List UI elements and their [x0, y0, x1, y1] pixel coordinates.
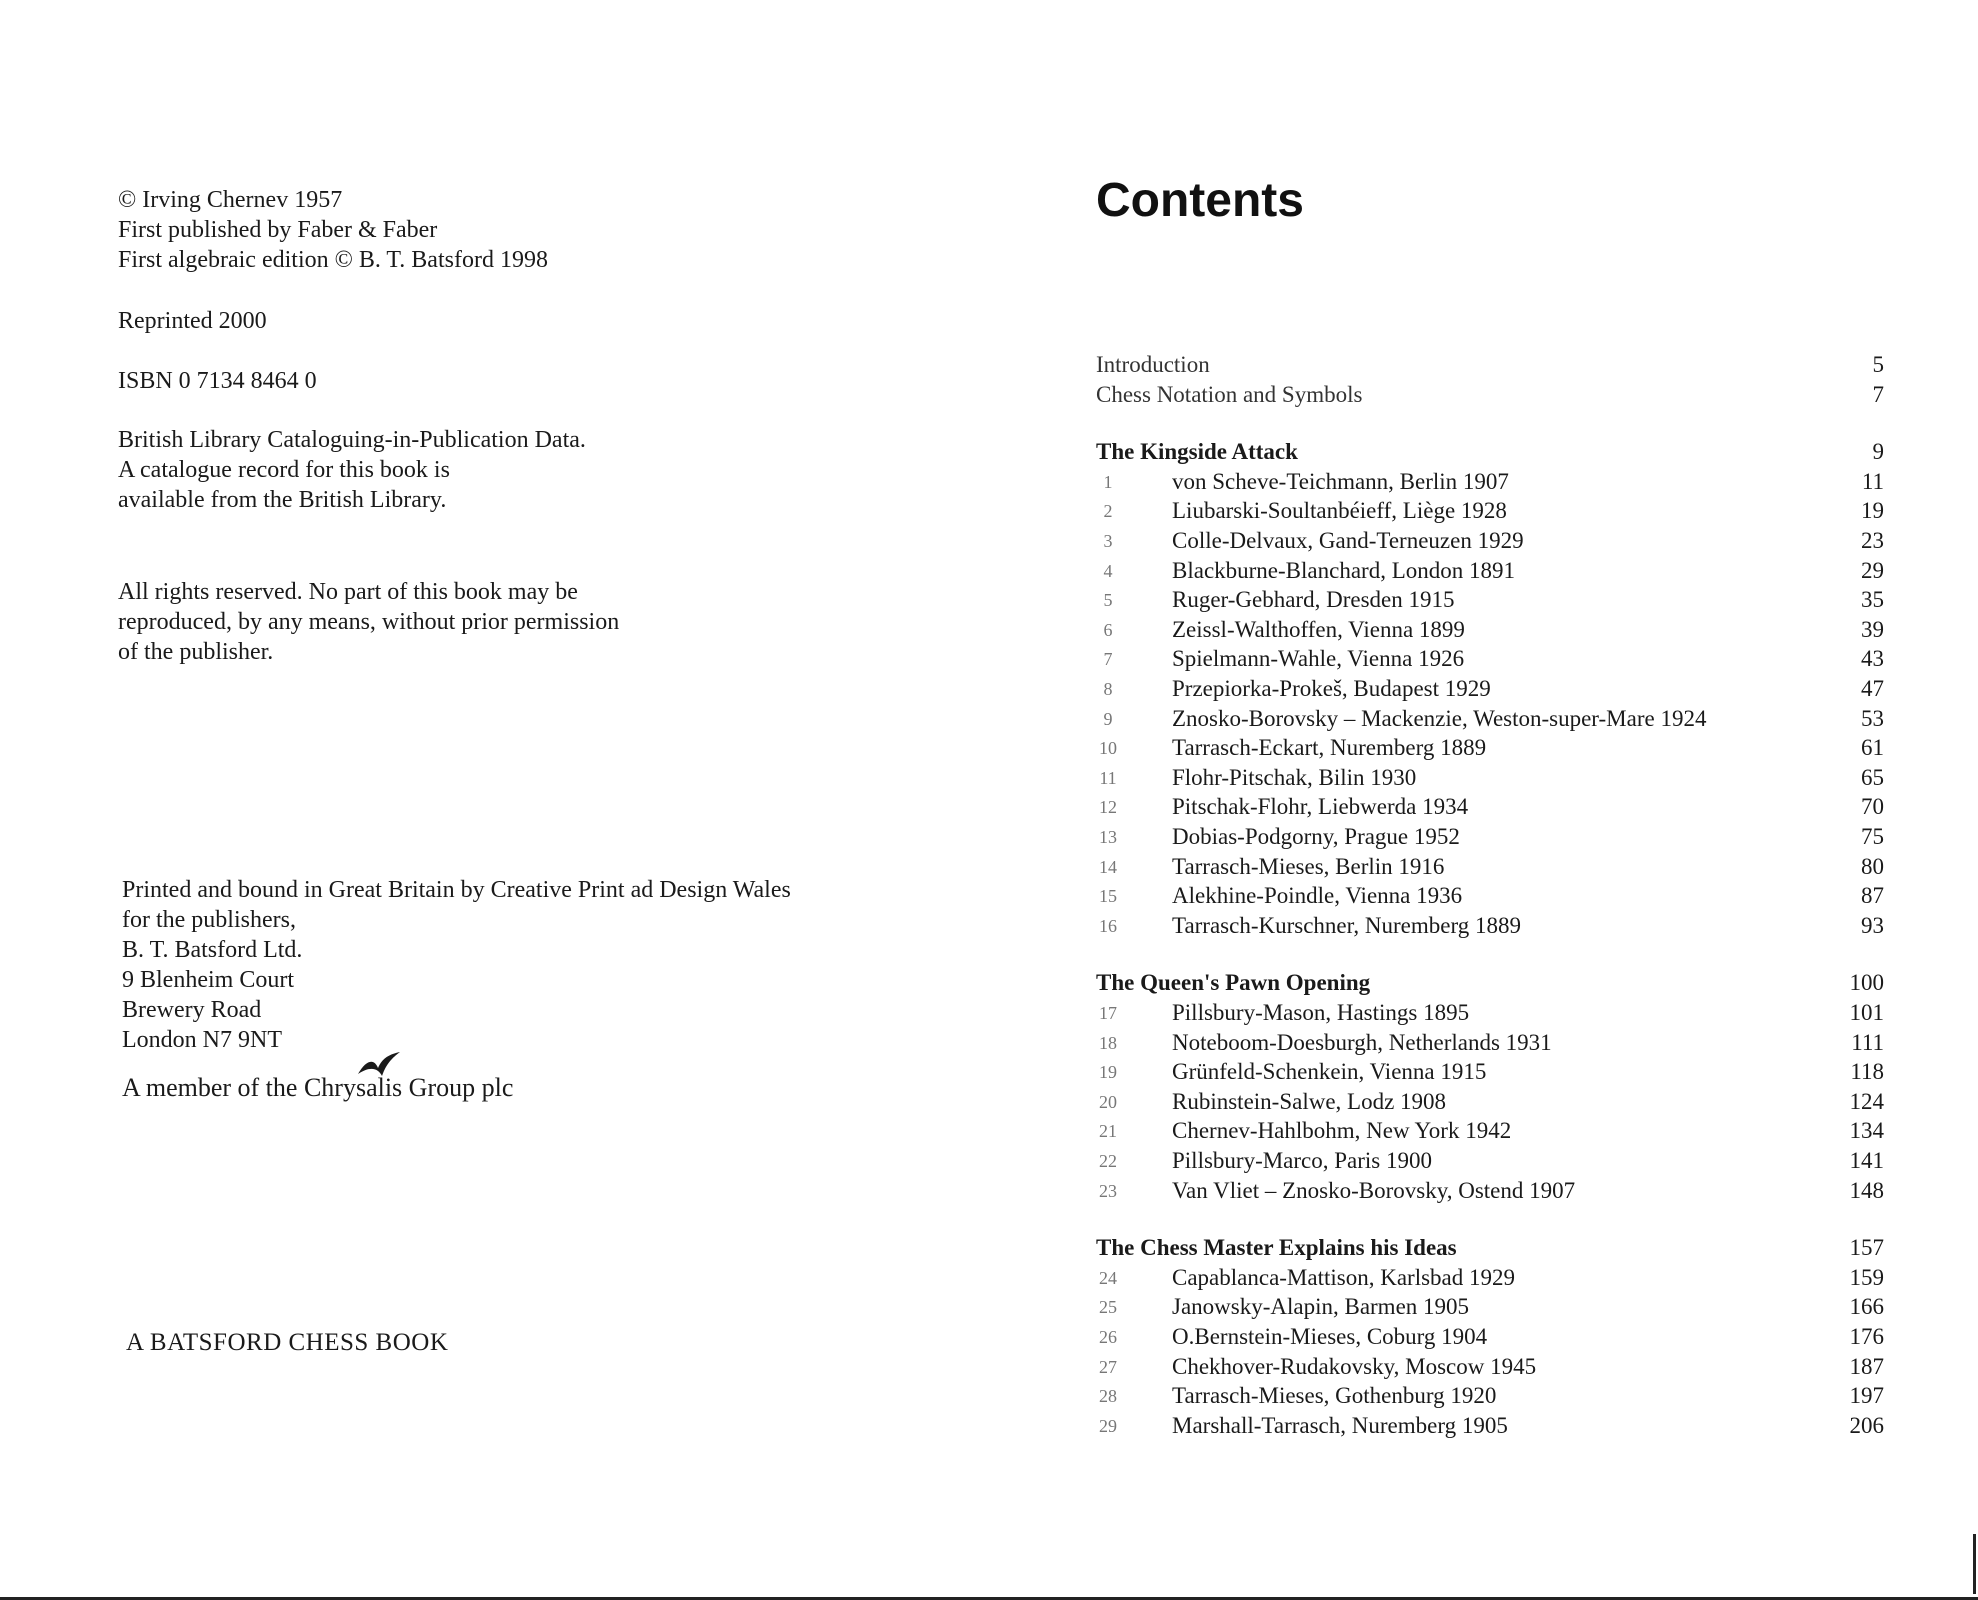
entry-title: Chekhover-Rudakovsky, Moscow 1945 [1172, 1353, 1537, 1379]
game-number: 6 [1103, 619, 1113, 640]
toc-section [1096, 1233, 1884, 1263]
toc-game-entry [1096, 615, 1884, 645]
game-number: 13 [1099, 827, 1117, 847]
toc-game-entry [1096, 1028, 1884, 1058]
toc-game-entry [1096, 526, 1884, 556]
game-number: 10 [1099, 738, 1117, 759]
page-number: 43 [1861, 646, 1884, 672]
page-number: 70 [1861, 794, 1884, 820]
printer-line: London N7 9NT [122, 1027, 282, 1053]
page-number: 7 [1872, 381, 1884, 407]
toc-game-entry [1096, 1381, 1884, 1411]
page-edge-mark [1973, 1534, 1976, 1594]
page-number: 101 [1849, 1000, 1884, 1025]
entry-title: Van Vliet – Znosko-Borovsky, Ostend 1907 [1172, 1177, 1576, 1203]
toc-game-entry [1096, 881, 1884, 911]
rights-notice [118, 577, 619, 667]
page-number: 19 [1861, 498, 1884, 524]
cip-line: A catalogue record for this book is [118, 457, 450, 483]
game-number: 16 [1099, 915, 1117, 936]
game-number: 23 [1099, 1180, 1117, 1201]
page-number: 75 [1861, 824, 1884, 849]
page-number: 23 [1861, 528, 1884, 553]
game-number: 3 [1103, 531, 1113, 551]
entry-title: Tarrasch-Eckart, Nuremberg 1889 [1172, 735, 1487, 761]
game-number: 1 [1103, 471, 1113, 492]
series-line: A BATSFORD CHESS BOOK [126, 1329, 449, 1356]
printer-address [122, 875, 791, 1055]
toc-game-entry [1096, 733, 1884, 763]
entry-title: Tarrasch-Mieses, Gothenburg 1920 [1172, 1383, 1497, 1409]
printer-line: Brewery Road [122, 997, 262, 1023]
toc-game-entry [1096, 674, 1884, 704]
copyright-line: © Irving Chernev 1957 [118, 187, 343, 213]
toc-game-entry [1096, 911, 1884, 941]
page-number: 134 [1849, 1118, 1884, 1144]
game-number: 28 [1099, 1386, 1117, 1407]
game-number: 19 [1099, 1062, 1117, 1083]
page-number: 157 [1849, 1235, 1884, 1261]
game-number: 29 [1099, 1415, 1117, 1436]
entry-title: Rubinstein-Salwe, Lodz 1908 [1172, 1088, 1447, 1114]
entry-title: Spielmann-Wahle, Vienna 1926 [1172, 646, 1465, 672]
entry-title: Przepiorka-Prokeš, Budapest 1929 [1172, 676, 1491, 701]
series-name [126, 1328, 448, 1358]
page-number: 35 [1861, 587, 1884, 613]
member-line: A member of the Chrysalis Group plc [122, 1073, 514, 1102]
entry-title: Janowsky-Alapin, Barmen 1905 [1172, 1294, 1470, 1320]
page-number: 100 [1849, 970, 1884, 996]
rights-line: reproduced, by any means, without prior permission [118, 609, 620, 635]
entry-title: Ruger-Gebhard, Dresden 1915 [1172, 587, 1455, 613]
page-number: 80 [1861, 853, 1884, 879]
page-number: 61 [1861, 735, 1884, 761]
entry-title: Znosko-Borovsky – Mackenzie, Weston-super-Mare 1924 [1172, 705, 1707, 731]
entry-title: Noteboom-Doesburgh, Netherlands 1931 [1172, 1029, 1552, 1055]
page-number: 176 [1849, 1324, 1884, 1349]
rights-line: of the publisher. [118, 639, 274, 665]
game-number: 24 [1099, 1267, 1117, 1288]
reprint-line: Reprinted 2000 [118, 308, 267, 334]
page-number: 206 [1849, 1412, 1884, 1438]
game-number: 9 [1103, 708, 1113, 729]
page-number: 47 [1861, 676, 1884, 701]
page-number: 5 [1872, 352, 1884, 377]
game-number: 26 [1099, 1327, 1117, 1347]
toc-section [1096, 437, 1884, 467]
page-number: 124 [1849, 1088, 1884, 1114]
entry-title: Blackburne-Blanchard, London 1891 [1172, 557, 1515, 583]
toc-game-entry [1096, 1057, 1884, 1087]
game-number: 4 [1103, 560, 1113, 581]
entry-title: Capablanca-Mattison, Karlsbad 1929 [1172, 1264, 1515, 1290]
toc-game-entry [1096, 1352, 1884, 1382]
entry-title: The Kingside Attack [1096, 439, 1298, 465]
copyright-line: First algebraic edition © B. T. Batsford 1998 [118, 247, 548, 273]
toc-game-entry [1096, 792, 1884, 822]
game-number: 22 [1099, 1151, 1117, 1171]
toc-game-entry [1096, 585, 1884, 615]
entry-title: Introduction [1096, 352, 1210, 377]
toc-game-entry [1096, 822, 1884, 852]
page-number: 53 [1861, 705, 1884, 731]
entry-title: Pitschak-Flohr, Liebwerda 1934 [1172, 794, 1469, 820]
game-number: 17 [1099, 1003, 1117, 1023]
printer-line: for the publishers, [122, 907, 296, 933]
entry-title: The Chess Master Explains his Ideas [1096, 1235, 1457, 1261]
toc-game-entry [1096, 1176, 1884, 1206]
toc-game-entry [1096, 1411, 1884, 1441]
entry-title: Tarrasch-Mieses, Berlin 1916 [1172, 853, 1445, 879]
printer-line: B. T. Batsford Ltd. [122, 937, 303, 963]
toc-game-entry [1096, 704, 1884, 734]
entry-title: Tarrasch-Kurschner, Nuremberg 1889 [1172, 912, 1521, 938]
toc-game-entry [1096, 852, 1884, 882]
page-number: 87 [1861, 883, 1884, 909]
page-title: Contents [1096, 174, 1304, 227]
cip-line: available from the British Library. [118, 487, 447, 513]
page-number: 29 [1861, 557, 1884, 583]
game-number: 27 [1099, 1356, 1117, 1377]
game-number: 8 [1103, 679, 1113, 699]
page-number: 148 [1849, 1177, 1884, 1203]
group-membership [122, 1073, 513, 1103]
entry-title: Marshall-Tarrasch, Nuremberg 1905 [1172, 1412, 1508, 1438]
reprint-note [118, 306, 267, 336]
cip-line: British Library Cataloguing-in-Publication Data. [118, 427, 586, 453]
page-number: 39 [1861, 616, 1884, 642]
entry-title: Alekhine-Poindle, Vienna 1936 [1172, 883, 1463, 909]
toc-game-entry [1096, 1087, 1884, 1117]
toc-game-entry [1096, 998, 1884, 1028]
entry-title: Zeissl-Walthoffen, Vienna 1899 [1172, 616, 1465, 642]
page-number: 111 [1851, 1029, 1884, 1055]
game-number: 25 [1099, 1297, 1117, 1318]
toc-game-entry [1096, 496, 1884, 526]
toc-game-entry [1096, 644, 1884, 674]
page-number: 65 [1861, 764, 1884, 790]
entry-title: The Queen's Pawn Opening [1096, 970, 1371, 996]
game-number: 12 [1099, 797, 1117, 818]
game-number: 14 [1099, 856, 1117, 877]
copyright-line: First published by Faber & Faber [118, 217, 438, 243]
page-number: 9 [1872, 439, 1884, 465]
game-number: 5 [1103, 590, 1113, 611]
entry-title: von Scheve-Teichmann, Berlin 1907 [1172, 468, 1509, 494]
page-number: 197 [1849, 1383, 1884, 1409]
game-number: 15 [1099, 886, 1117, 907]
entry-title: Flohr-Pitschak, Bilin 1930 [1172, 764, 1417, 790]
page-number: 159 [1849, 1264, 1884, 1290]
game-number: 7 [1103, 649, 1113, 670]
game-number: 20 [1099, 1091, 1117, 1112]
entry-title: Dobias-Podgorny, Prague 1952 [1172, 824, 1460, 849]
entry-title: Colle-Delvaux, Gand-Terneuzen 1929 [1172, 528, 1524, 553]
toc-entry [1096, 350, 1884, 380]
printer-line: Printed and bound in Great Britain by Creative Print ad Design Wales [122, 877, 791, 903]
page-number: 93 [1861, 912, 1884, 938]
game-number: 2 [1103, 501, 1113, 522]
toc-section [1096, 968, 1884, 998]
entry-title: O.Bernstein-Mieses, Coburg 1904 [1172, 1324, 1488, 1349]
isbn [118, 366, 317, 396]
game-number: 21 [1099, 1121, 1117, 1142]
entry-title: Pillsbury-Mason, Hastings 1895 [1172, 1000, 1470, 1025]
entry-title: Grünfeld-Schenkein, Vienna 1915 [1172, 1059, 1487, 1085]
cip-data [118, 425, 586, 515]
entry-title: Liubarski-Soultanbéieff, Liège 1928 [1172, 498, 1507, 524]
page-number: 118 [1850, 1059, 1884, 1085]
entry-title: Pillsbury-Marco, Paris 1900 [1172, 1148, 1433, 1173]
toc-game-entry [1096, 1146, 1884, 1176]
toc-game-entry [1096, 1292, 1884, 1322]
toc-game-entry [1096, 467, 1884, 497]
toc-game-entry [1096, 1116, 1884, 1146]
page-number: 141 [1849, 1148, 1884, 1173]
copyright-notice [118, 185, 548, 275]
toc-game-entry [1096, 1322, 1884, 1352]
entry-title: Chess Notation and Symbols [1096, 381, 1363, 407]
contents-page [1000, 0, 1978, 1600]
toc-game-entry [1096, 1263, 1884, 1293]
toc-game-entry [1096, 763, 1884, 793]
page-number: 166 [1849, 1294, 1884, 1320]
page-number: 11 [1861, 468, 1884, 494]
printer-line: 9 Blenheim Court [122, 967, 294, 993]
toc-entry [1096, 380, 1884, 410]
toc-game-entry [1096, 556, 1884, 586]
game-number: 11 [1099, 767, 1117, 788]
isbn-line: ISBN 0 7134 8464 0 [118, 368, 317, 394]
game-number: 18 [1099, 1032, 1117, 1053]
page-number: 187 [1849, 1353, 1884, 1379]
entry-title: Chernev-Hahlbohm, New York 1942 [1172, 1118, 1512, 1144]
rights-line: All rights reserved. No part of this book may be [118, 579, 578, 605]
